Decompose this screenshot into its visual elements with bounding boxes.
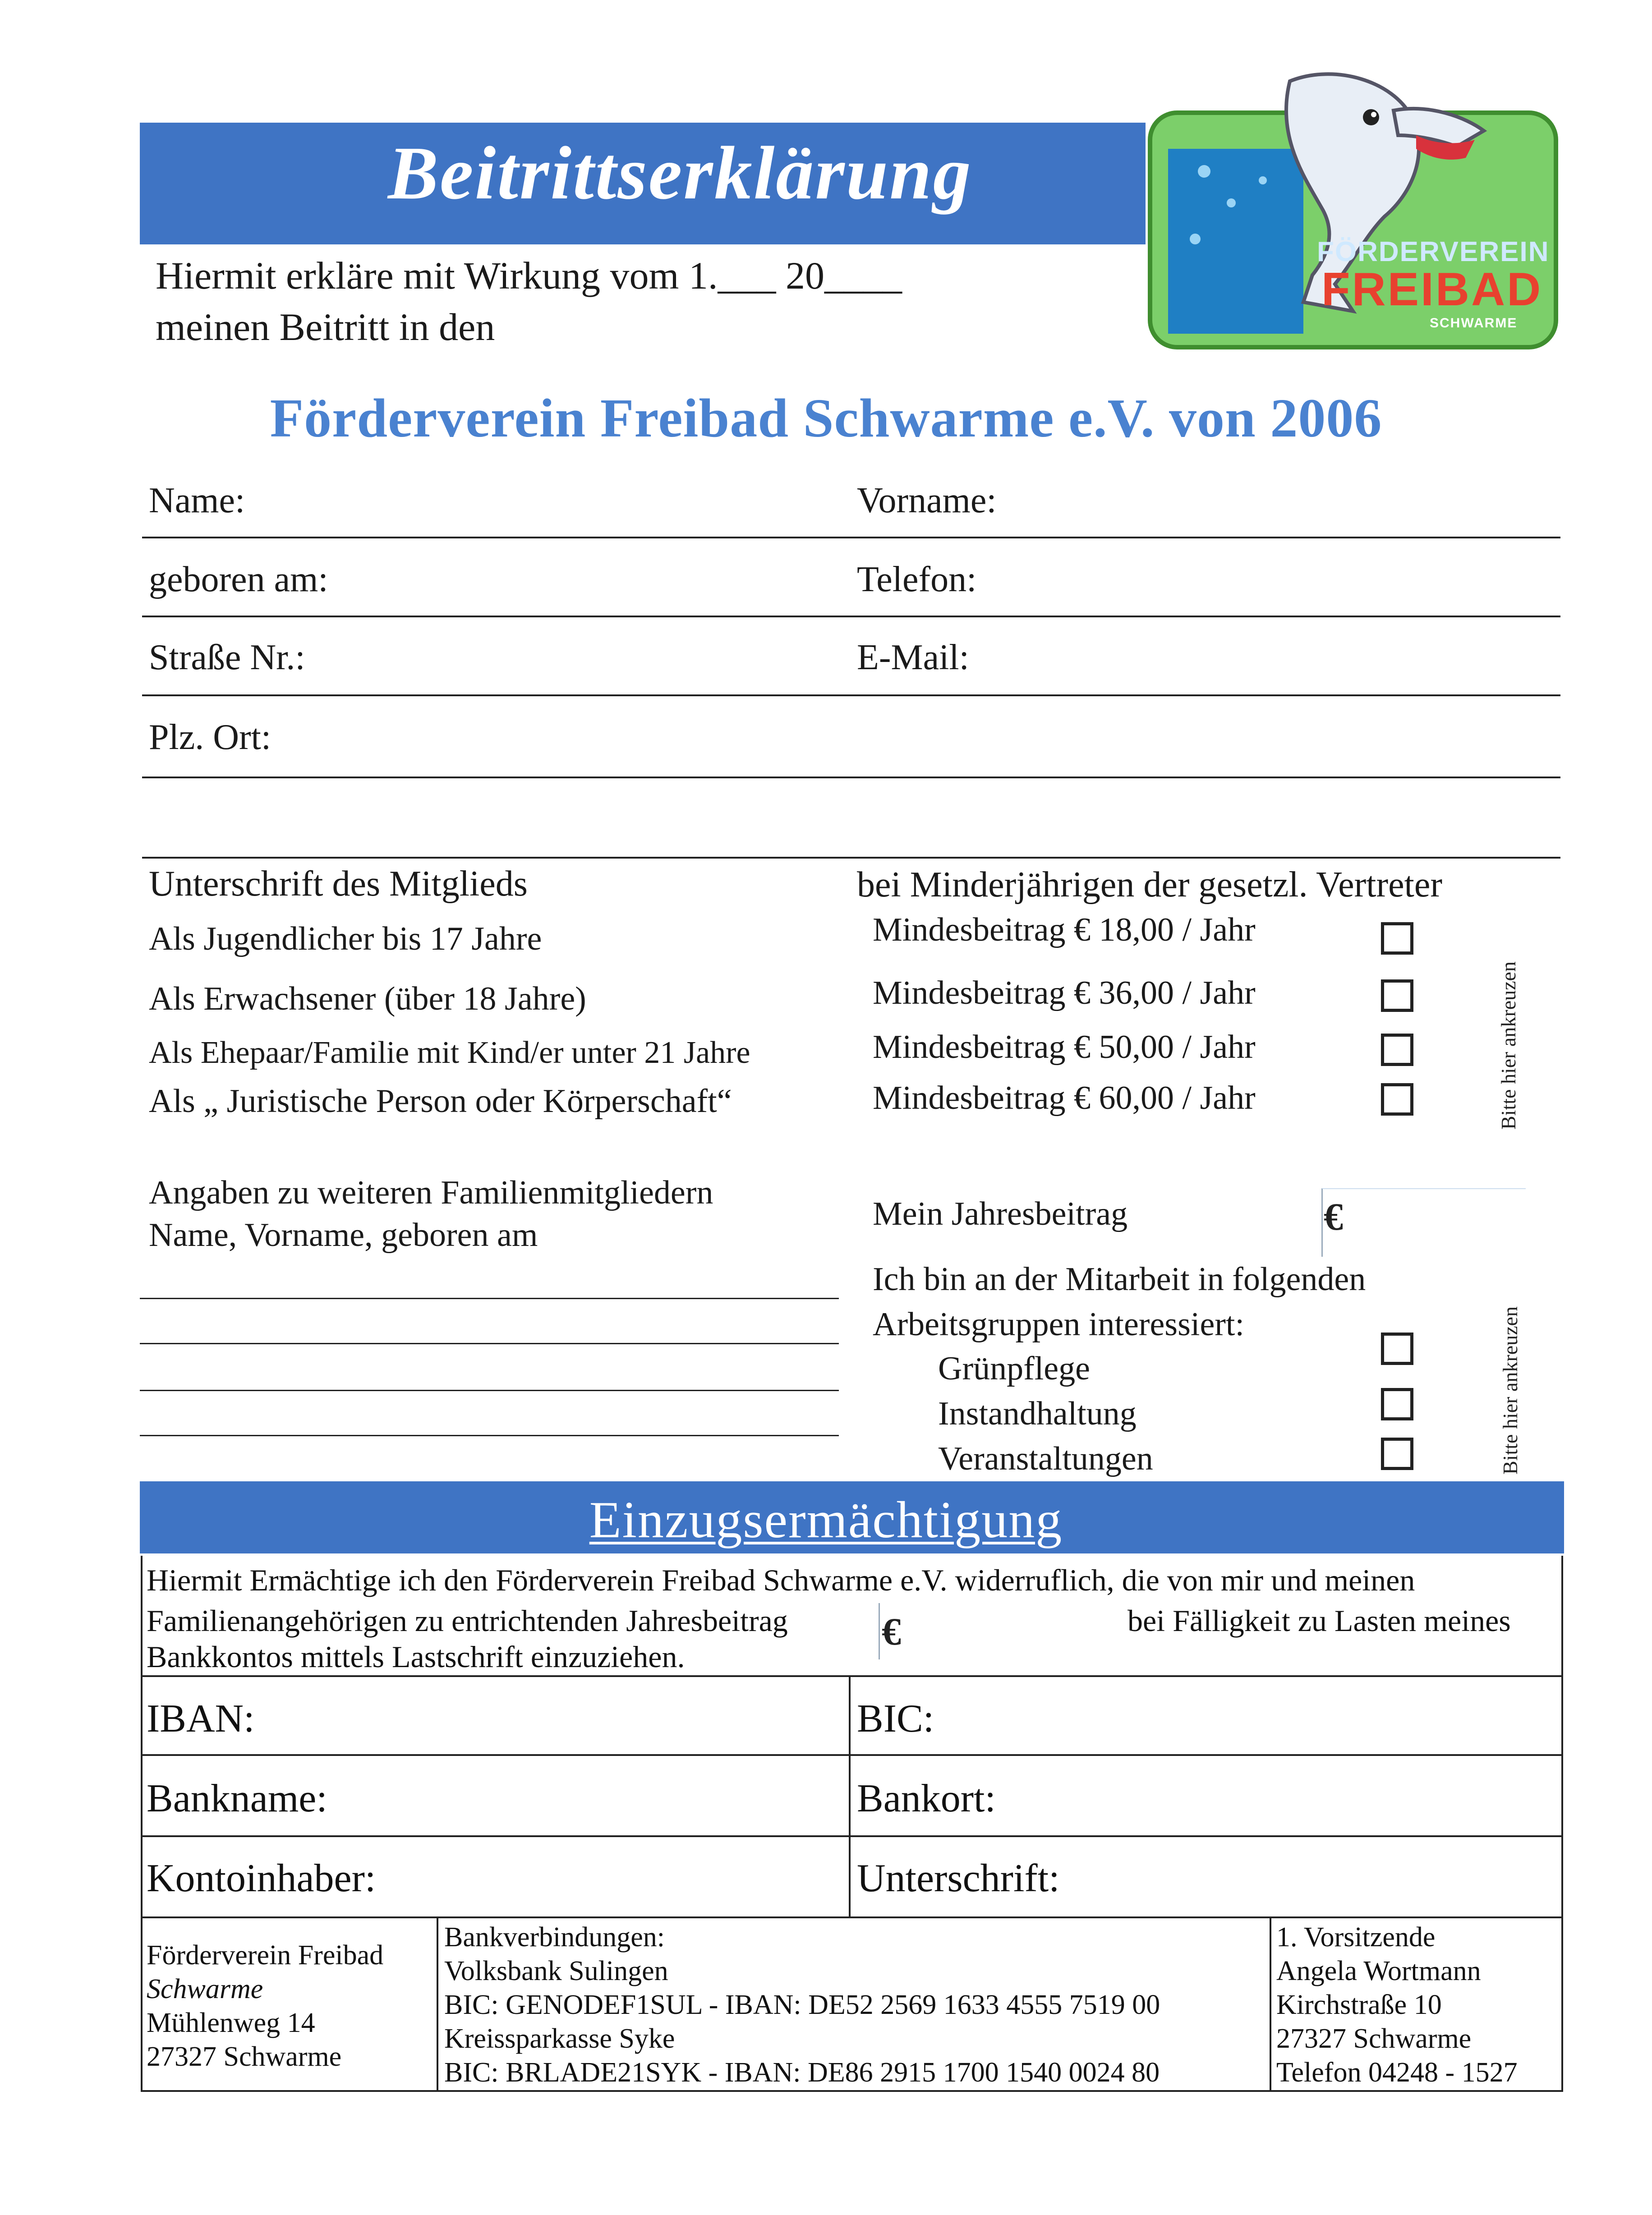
line-signature[interactable] [142,857,1560,859]
intro-line-2: meinen Beitritt in den [156,305,495,349]
membership-youth-label: Als Jugendlicher bis 17 Jahre [149,920,542,957]
label-plz-ort: Plz. Ort: [149,717,271,757]
debit-text-line-3: Bankkontos mittels Lastschrift einzuziehen. [147,1640,685,1674]
footer-chair-5: Telefon 04248 - 1527 [1276,2057,1518,2088]
membership-youth-fee: Mindesbeitrag € 18,00 / Jahr [873,911,1256,948]
label-vorname: Vorname: [857,481,997,520]
label-member-signature: Unterschrift des Mitglieds [149,864,528,904]
tick-hint-workgroups: Bitte hier ankreuzen [1499,1306,1522,1475]
footer-chair-2: Angela Wortmann [1276,1956,1481,1986]
footer-org-1: Förderverein Freibad [147,1940,384,1971]
page-title: Beitrittserklärung [388,131,972,215]
membership-legal-entity-label: Als „ Juristische Person oder Körperschaft“ [149,1083,732,1120]
annual-fee-input[interactable] [1321,1188,1526,1257]
unterschrift-label[interactable]: Unterschrift: [857,1857,1060,1900]
footer-bank-1: Bankverbindungen: [444,1922,665,1953]
label-email: E-Mail: [857,638,969,677]
label-guardian-signature: bei Minderjährigen der gesetzl. Vertreter [857,865,1442,905]
membership-family-label: Als Ehepaar/Familie mit Kind/er unter 21 Jahre [149,1035,750,1070]
membership-adult-fee: Mindesbeitrag € 36,00 / Jahr [873,974,1256,1011]
membership-family-fee: Mindesbeitrag € 50,00 / Jahr [873,1029,1256,1066]
label-strasse: Straße Nr.: [149,638,305,677]
kontoinhaber-label[interactable]: Kontoinhaber: [147,1857,376,1900]
bankort-label[interactable]: Bankort: [857,1777,996,1820]
bank-row-3 [141,1916,1563,1918]
family-heading-2: Name, Vorname, geboren am [149,1217,538,1254]
line-name[interactable] [142,537,1560,538]
footer-top [141,2090,1563,2092]
footer-org-3: Mühlenweg 14 [147,2008,315,2038]
membership-legal-entity-fee: Mindesbeitrag € 60,00 / Jahr [873,1080,1256,1117]
label-name: Name: [149,481,245,520]
logo-line-2: FREIBAD [1321,263,1543,316]
footer-org-2: Schwarme [147,1974,263,2004]
workgroup-veranstaltungen-checkbox[interactable] [1381,1438,1413,1470]
intro-line-1: Hiermit erkläre mit Wirkung vom 1.___ 20____ [156,254,902,297]
membership-family-checkbox[interactable] [1381,1034,1413,1066]
family-line-4[interactable] [140,1435,839,1436]
family-heading-1: Angaben zu weiteren Familienmitgliedern [149,1174,713,1211]
label-geboren: geboren am: [149,560,328,599]
annual-fee-currency: € [1324,1195,1343,1238]
logo-line-1: FÖRDERVEREIN [1317,236,1550,267]
line-geboren[interactable] [142,616,1560,617]
membership-youth-checkbox[interactable] [1381,922,1413,955]
workgroup-instandhaltung-checkbox[interactable] [1381,1388,1413,1420]
debit-amount-input[interactable] [879,1603,1114,1659]
debit-frame-right [1561,1556,1563,2090]
footer-col-1 [437,1916,438,2090]
debit-frame-left [141,1556,143,2090]
workgroup-instandhaltung-label: Instandhaltung [938,1395,1137,1432]
family-line-2[interactable] [140,1343,839,1344]
membership-adult-label: Als Erwachsener (über 18 Jahre) [149,980,586,1017]
bank-col-divider [849,1675,851,1916]
workgroup-veranstaltungen-label: Veranstaltungen [938,1440,1153,1477]
iban-label[interactable]: IBAN: [147,1697,255,1741]
bank-row-top [141,1675,1563,1677]
workgroups-heading-1: Ich bin an der Mitarbeit in folgenden [873,1261,1366,1298]
debit-title: Einzugsermächtigung [589,1491,1063,1549]
footer-chair-3: Kirchstraße 10 [1276,1990,1442,2020]
footer-bank-5: BIC: BRLADE21SYK - IBAN: DE86 2915 1700 1540 0024 80 [444,2057,1160,2088]
workgroup-gruenpflege-checkbox[interactable] [1381,1333,1413,1365]
footer-org-4: 27327 Schwarme [147,2041,342,2072]
line-plz-ort[interactable] [142,777,1560,778]
footer-bank-4: Kreissparkasse Syke [444,2023,675,2054]
footer-chair-1: 1. Vorsitzende [1276,1922,1436,1953]
bank-row-2 [141,1835,1563,1837]
family-line-1[interactable] [140,1298,839,1299]
bank-row-1 [141,1754,1563,1756]
footer-bank-2: Volksbank Sulingen [444,1956,668,1986]
workgroup-gruenpflege-label: Grünpflege [938,1350,1090,1387]
debit-amount-currency: € [882,1610,901,1653]
family-line-3[interactable] [140,1390,839,1391]
tick-hint-membership: Bitte hier ankreuzen [1497,961,1520,1130]
logo-line-3: SCHWARME [1430,316,1518,331]
bankname-label[interactable]: Bankname: [147,1777,327,1820]
label-telefon: Telefon: [857,560,977,599]
bic-label[interactable]: BIC: [857,1697,934,1741]
membership-legal-entity-checkbox[interactable] [1381,1083,1413,1116]
membership-adult-checkbox[interactable] [1381,979,1413,1012]
debit-text-line-2a: Familienangehörigen zu entrichtenden Jahresbeitrag [147,1604,788,1638]
debit-text-line-2b: bei Fälligkeit zu Lasten meines [1127,1604,1511,1638]
club-logo [1141,68,1565,356]
footer-col-2 [1270,1916,1271,2090]
footer-bank-3: BIC: GENODEF1SUL - IBAN: DE52 2569 1633 4555 7519 00 [444,1990,1160,2020]
workgroups-heading-2: Arbeitsgruppen interessiert: [873,1306,1245,1343]
debit-text-line-1: Hiermit Ermächtige ich den Förderverein Freibad Schwarme e.V. widerruflich, die von mir und meinen [147,1563,1415,1597]
organization-name: Förderverein Freibad Schwarme e.V. von 2006 [270,388,1382,449]
footer-chair-4: 27327 Schwarme [1276,2023,1472,2054]
line-strasse[interactable] [142,694,1560,696]
annual-fee-label: Mein Jahresbeitrag [873,1195,1128,1232]
